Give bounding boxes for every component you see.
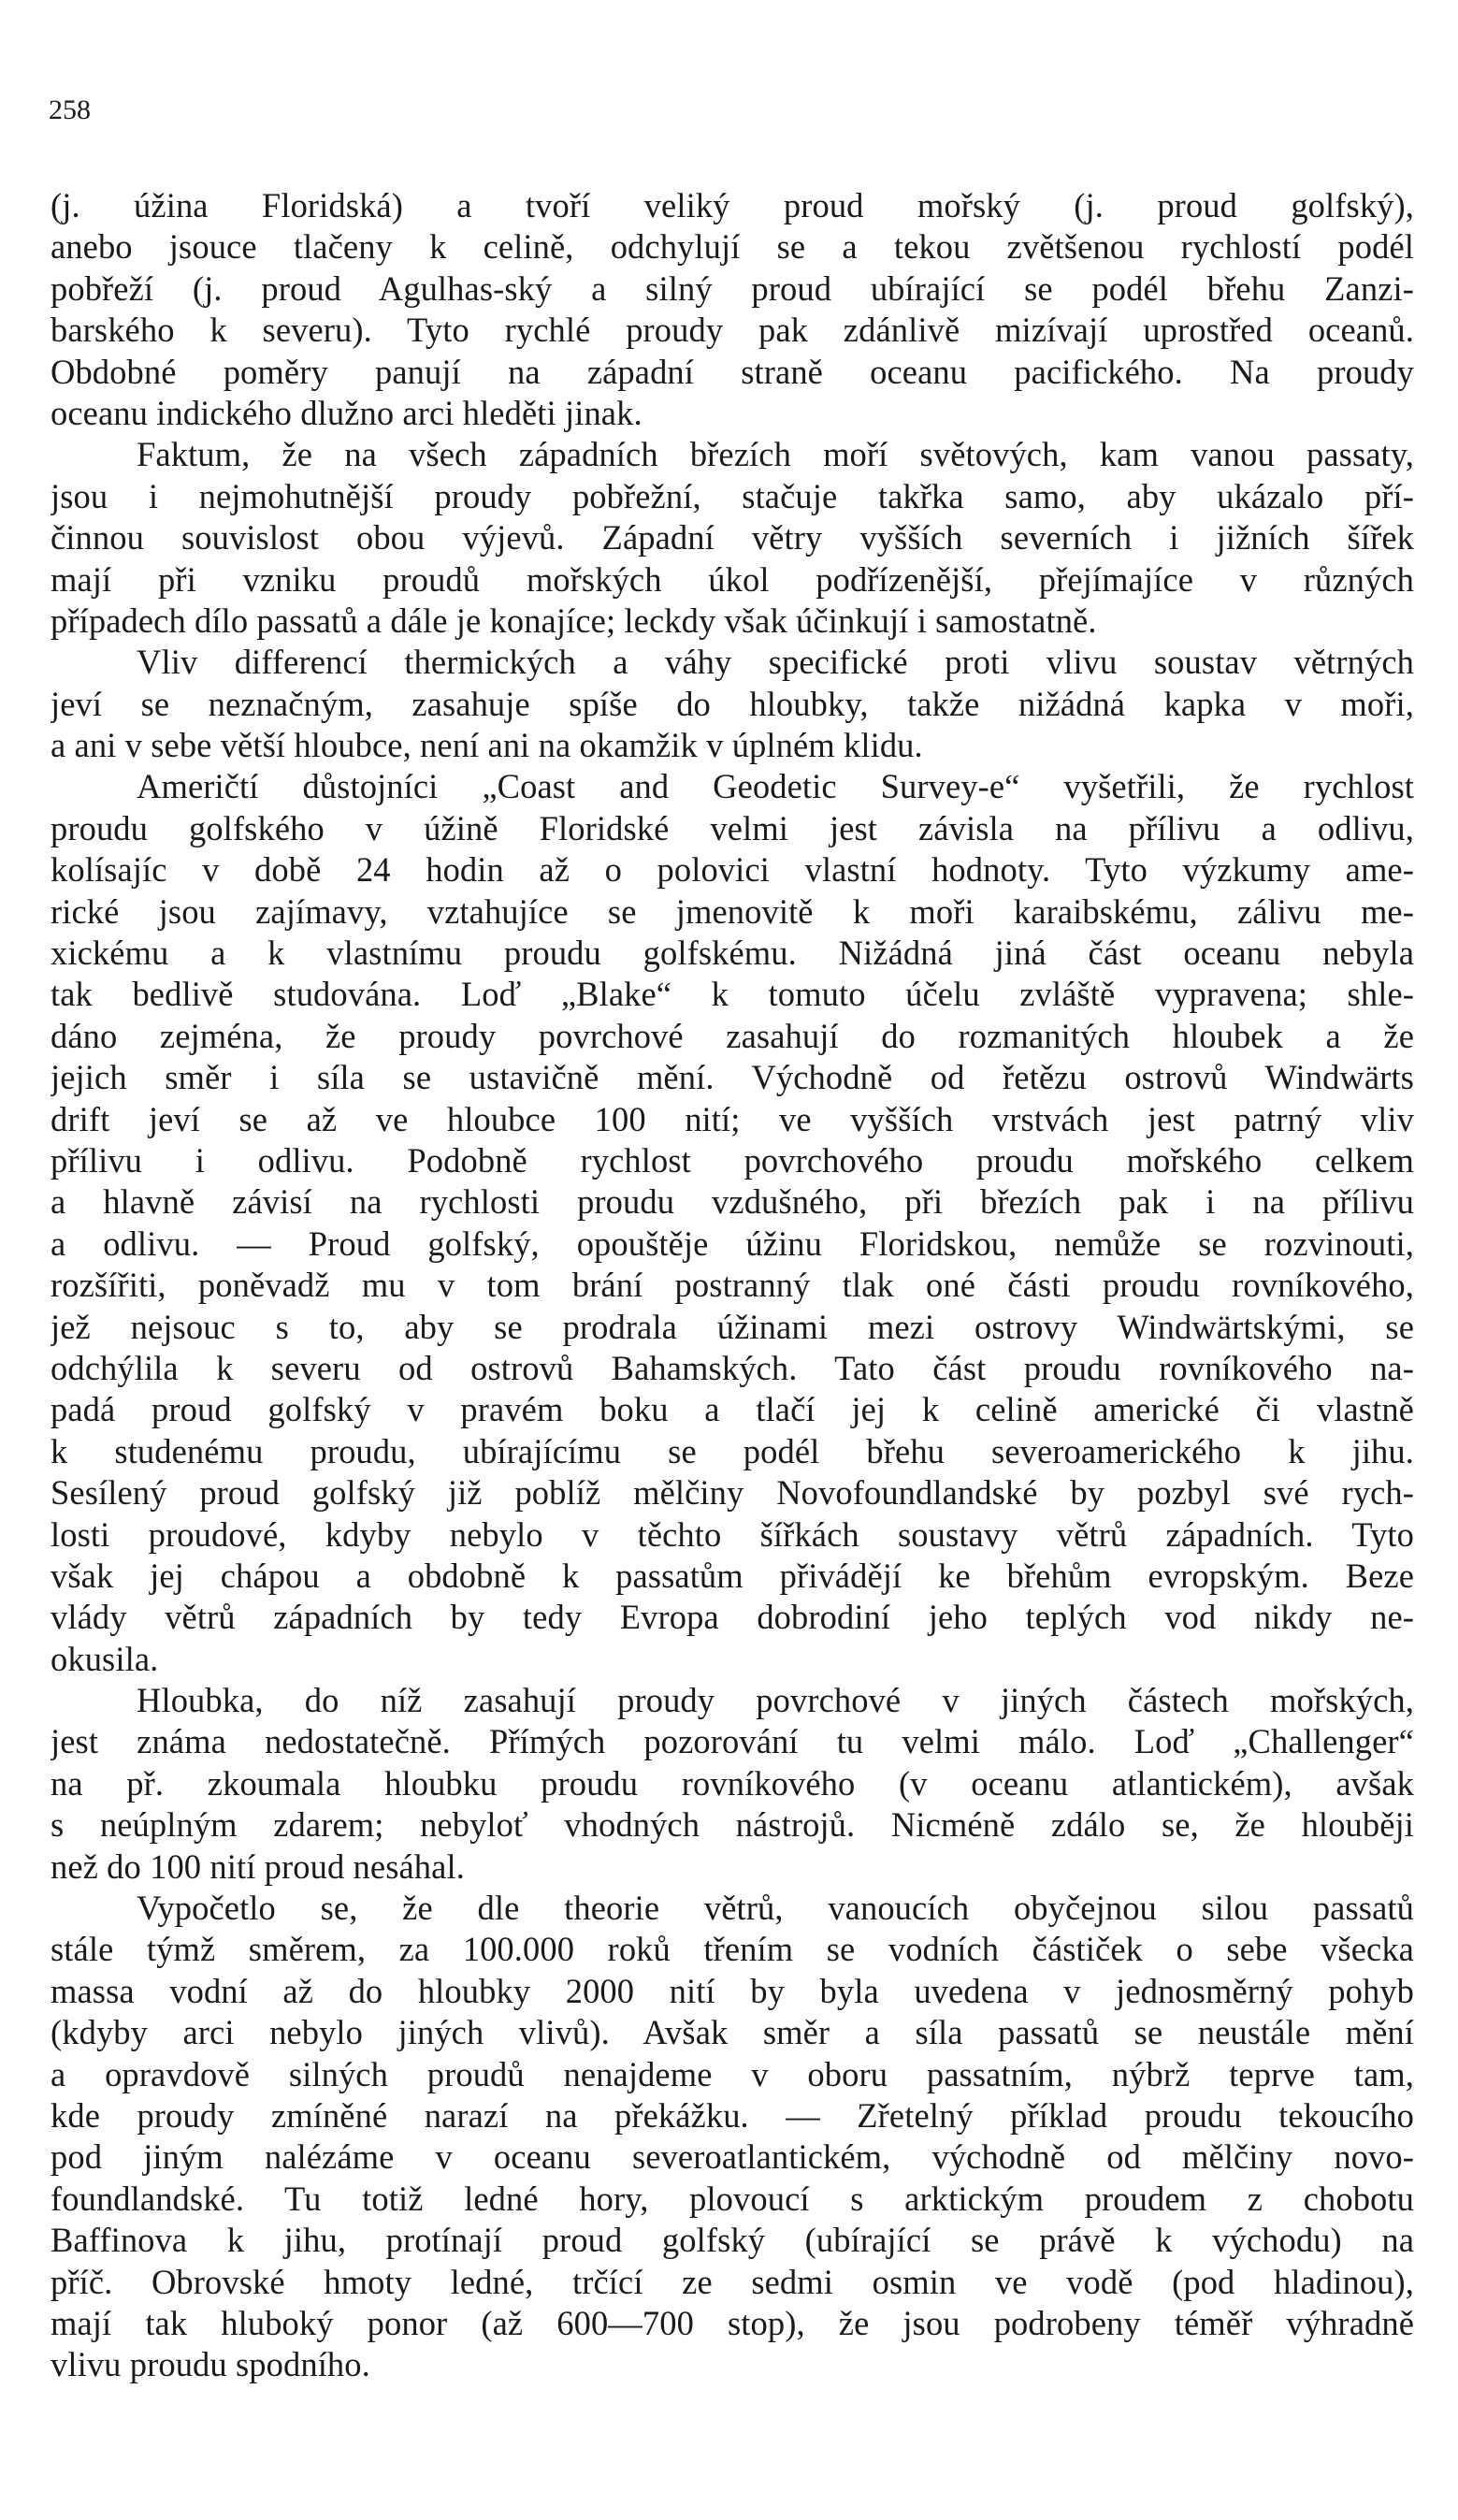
paragraph xyxy=(51,1680,1414,1888)
text-line: odchýlila k severu od ostrovů Bahamských. Tato část proudu rovníkového na- xyxy=(51,1348,1414,1387)
text-line: xickému a k vlastnímu proudu golfskému. Nižádná jiná část oceanu nebyla xyxy=(51,934,1414,973)
text-line: případech dílo passatů a dále je konajíce; leckdy však účinkují i samostatně. xyxy=(51,601,1097,640)
text-line: Obdobné poměry panují na západní straně oceanu pacifického. Na proudy xyxy=(51,352,1414,391)
text-line: mají při vzniku proudů mořských úkol podřízenější, přejímajíce v různých xyxy=(51,559,1414,599)
text-line: k studenému proudu, ubírajícímu se podél břehu severoamerického k jihu. xyxy=(51,1431,1414,1470)
text-line: stále týmž směrem, za 100.000 roků třením se vodních částiček o sebe všecka xyxy=(51,1930,1414,1969)
text-line: jest známa nedostatečně. Přímých pozorování tu velmi málo. Loď „Challenger“ xyxy=(51,1722,1414,1761)
text-line: oceanu indického dlužno arci hleděti jinak. xyxy=(51,393,642,432)
text-line: (j. úžina Floridská) a tvoří veliký proud mořský (j. proud golfský), xyxy=(51,186,1414,224)
text-line: jsou i nejmohutnější proudy pobřežní, stačuje takřka samo, aby ukázalo pří- xyxy=(51,476,1414,515)
page-number: 258 xyxy=(49,94,91,125)
text-line: rické jsou zajímavy, vztahujíce se jmenovitě k moři karaibskému, zálivu me- xyxy=(51,891,1414,931)
text-line: proudu golfského v úžině Floridské velmi jest závisla na přílivu a odlivu, xyxy=(51,808,1414,847)
paragraph xyxy=(51,642,1414,766)
body-text xyxy=(51,185,1414,2386)
text-line: Faktum, že na všech západních březích moří světových, kam vanou passaty, xyxy=(137,435,1414,474)
text-line: a hlavně závisí na rychlosti proudu vzdušného, při březích pak i na přílivu xyxy=(51,1182,1414,1222)
paragraph xyxy=(51,766,1414,1680)
text-line: drift jeví se až ve hloubce 100 nití; ve vyšších vrstvách jest patrný vliv xyxy=(51,1099,1414,1138)
text-line: Baffinova k jihu, protínají proud golfský (ubírající se právě k východu) na xyxy=(51,2221,1414,2260)
text-line: mají tak hluboký ponor (až 600—700 stop), že jsou podrobeny téměř výhradně xyxy=(51,2303,1414,2342)
text-line: na př. zkoumala hloubku proudu rovníkového (v oceanu atlantickém), avšak xyxy=(51,1763,1414,1803)
text-line: činnou souvislost obou výjevů. Západní větry vyšších severních i jižních šířek xyxy=(51,518,1414,558)
text-line: Sesílený proud golfský již poblíž mělčiny Novofoundlandské by pozbyl své rych- xyxy=(51,1473,1414,1513)
text-line: foundlandské. Tu totiž ledné hory, plovoucí s arktickým proudem z chobotu xyxy=(51,2179,1414,2218)
text-line: pobřeží (j. proud Agulhas-ský a silný proud ubírající se podél břehu Zanzi- xyxy=(51,268,1414,308)
text-line: kde proudy zmíněné narazí na překážku. — Zřetelný příklad proudu tekoucího xyxy=(51,2095,1414,2135)
text-line: (kdyby arci nebylo jiných vlivů). Avšak směr a síla passatů se neustále mění xyxy=(51,2013,1414,2052)
text-line: pod jiným nalézáme v oceanu severoatlantickém, východně od mělčiny novo- xyxy=(51,2137,1414,2177)
text-line: dáno zejména, že proudy povrchové zasahují do rozmanitých hloubek a že xyxy=(51,1016,1414,1055)
text-line: s neúplným zdarem; nebyloť vhodných nástrojů. Nicméně zdálo se, že hlouběji xyxy=(51,1805,1414,1845)
text-line: barského k severu). Tyto rychlé proudy pak zdánlivě mizívají uprostřed oceanů. xyxy=(51,311,1414,350)
text-line: Vliv differencí thermických a váhy specifické proti vlivu soustav větrných xyxy=(137,643,1414,682)
text-line: příč. Obrovské hmoty ledné, trčící ze sedmi osmin ve vodě (pod hladinou), xyxy=(51,2262,1414,2301)
text-line: anebo jsouce tlačeny k celině, odchylují se a tekou zvětšenou rychlostí podél xyxy=(51,227,1414,267)
text-line: a opravdově silných proudů nenajdeme v oboru passatním, nýbrž teprve tam, xyxy=(51,2054,1414,2093)
text-line: kolísajíc v době 24 hodin až o polovici vlastní hodnoty. Tyto výzkumy ame- xyxy=(51,850,1414,890)
text-line: jež nejsouc s to, aby se prodrala úžinami mezi ostrovy Windwärtskými, se xyxy=(51,1307,1414,1346)
paragraph xyxy=(51,434,1414,642)
text-line: tak bedlivě studována. Loď „Blake“ k tomuto účelu zvláště vypravena; shle- xyxy=(51,975,1414,1014)
text-line: Vypočetlo se, že dle theorie větrů, vanoucích obyčejnou silou passatů xyxy=(137,1889,1414,1928)
text-line: jejich směr i síla se ustavičně mění. Východně od řetězu ostrovů Windwärts xyxy=(51,1058,1414,1097)
text-line: Američtí důstojníci „Coast and Geodetic Survey-e“ vyšetřili, že rychlost xyxy=(137,767,1414,806)
text-line: vlády větrů západních by tedy Evropa dobrodiní jeho teplých vod nikdy ne- xyxy=(51,1598,1414,1637)
text-line: Hloubka, do níž zasahují proudy povrchové v jiných částech mořských, xyxy=(137,1681,1414,1720)
text-line: jeví se neznačným, zasahuje spíše do hloubky, takže nižádná kapka v moři, xyxy=(51,684,1414,723)
paragraph xyxy=(51,1888,1414,2386)
text-line: okusila. xyxy=(51,1639,159,1678)
text-line: než do 100 nití proud nesáhal. xyxy=(51,1847,465,1886)
text-line: massa vodní až do hloubky 2000 nití by byla uvedena v jednosměrný pohyb xyxy=(51,1971,1414,2010)
text-line: rozšířiti, poněvadž mu v tom brání postranný tlak oné části proudu rovníkového, xyxy=(51,1266,1414,1305)
text-line: přílivu i odlivu. Podobně rychlost povrchového proudu mořského celkem xyxy=(51,1140,1414,1180)
text-line: však jej chápou a obdobně k passatům přivádějí ke břehům evropským. Beze xyxy=(51,1556,1414,1595)
text-line: a odlivu. — Proud golfský, opouštěje úžinu Floridskou, nemůže se rozvinouti, xyxy=(51,1224,1414,1263)
text-line: vlivu proudu spodního. xyxy=(51,2345,370,2384)
paragraph xyxy=(51,185,1414,434)
text-line: losti proudové, kdyby nebylo v těchto šířkách soustavy větrů západních. Tyto xyxy=(51,1514,1414,1554)
text-line: a ani v sebe větší hloubce, není ani na okamžik v úplném klidu. xyxy=(51,726,923,765)
text-line: padá proud golfský v pravém boku a tlačí jej k celině americké či vlastně xyxy=(51,1390,1414,1429)
